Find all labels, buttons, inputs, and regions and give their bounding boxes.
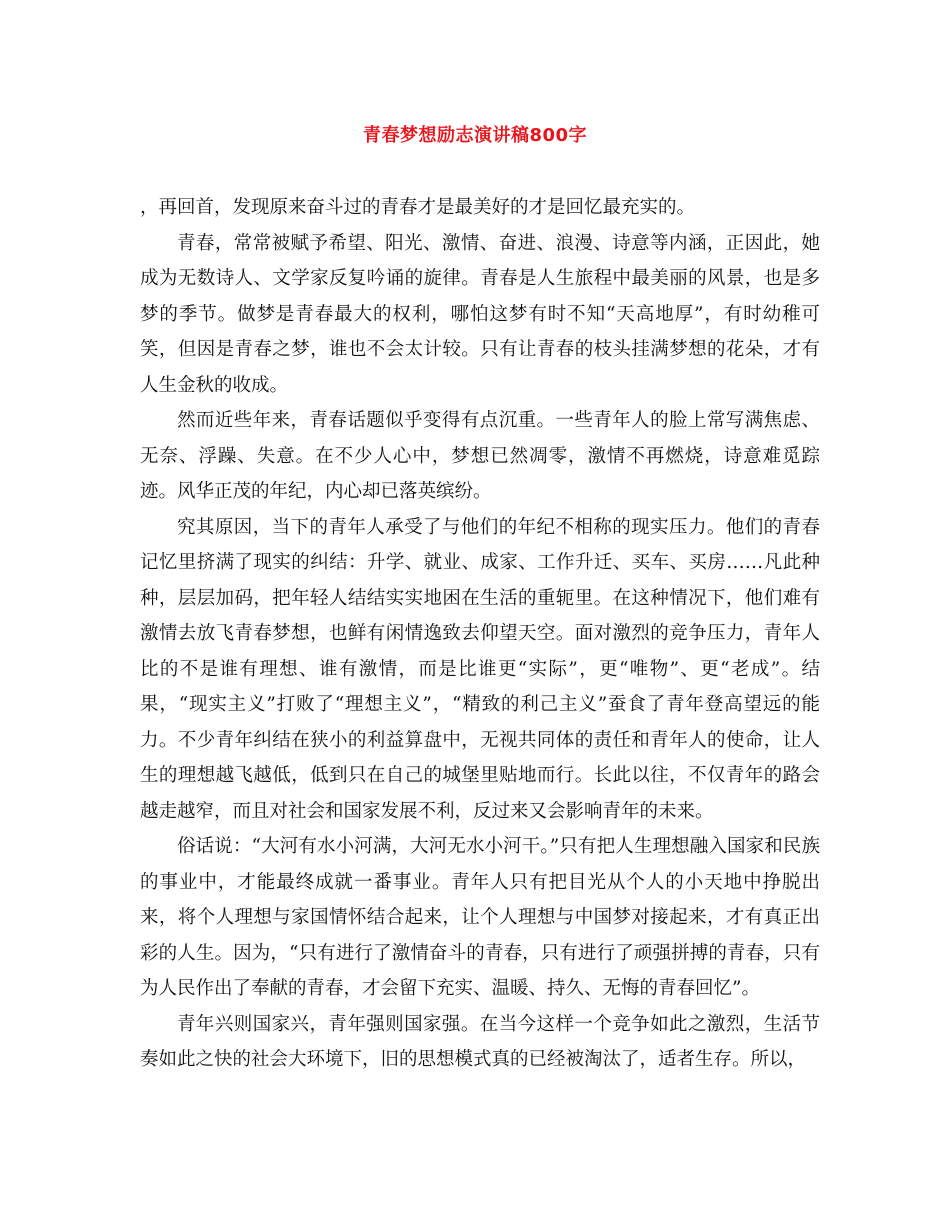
paragraph-2: 青春，常常被赋予希望、阳光、激情、奋进、浪漫、诗意等内涵，正因此，她成为无数诗人、文学家反复吟诵的旋律。青春是人生旅程中最美丽的风景，也是多梦的季节。做梦是青春最大的权利，哪怕这梦有时不知“天高地厚”，有时幼稚可笑，但因是青春之梦，谁也不会太计较。只有让青春的枝头挂满梦想的花朵，才有人生金秋的收成。 xyxy=(140,232,820,396)
paragraph-3: 然而近些年来，青春话题似乎变得有点沉重。一些青年人的脸上常写满焦虑、无奈、浮躁、失意。在不少人心中，梦想已然凋零，激情不再燃烧，诗意难觅踪迹。风华正茂的年纪，内心却已落英缤纷。 xyxy=(140,410,820,502)
paragraph-4: 究其原因，当下的青年人承受了与他们的年纪不相称的现实压力。他们的青春记忆里挤满了现实的纠结：升学、就业、成家、工作升迁、买车、买房……凡此种种，层层加码，把年轻人结结实实地困在生活的重轭里。在这种情况下，他们难有激情去放飞青春梦想，也鲜有闲情逸致去仰望天空。面对激烈的竞争压力，青年人比的不是谁有理想、谁有激情，而是比谁更“实际”，更“唯物”、更“老成”。结果，“现实主义”打败了“理想主义”，“精致的利己主义”蚕食了青年登高望远的能力。不少青年纠结在狭小的利益算盘中，无视共同体的责任和青年人的使命，让人生的理想越飞越低，低到只在自己的城堡里贴地而行。长此以往，不仅青年的路会越走越窄，而且对社会和国家发展不利，反过来又会影响青年的未来。 xyxy=(140,516,820,822)
paragraph-1: ，再回首，发现原来奋斗过的青春才是最美好的才是回忆最充实的。 xyxy=(140,197,696,218)
document-body xyxy=(140,190,820,1078)
document-title: 青春梦想励志演讲稿800字 xyxy=(362,125,588,146)
paragraph-5: 俗话说：“大河有水小河满，大河无水小河干。”只有把人生理想融入国家和民族的事业中，才能最终成就一番事业。青年人只有把目光从个人的小天地中挣脱出来，将个人理想与家国情怀结合起来，让个人理想与中国梦对接起来，才有真正出彩的人生。因为，“只有进行了激情奋斗的青春，只有进行了顽强拼搏的青春，只有为人民作出了奉献的青春，才会留下充实、温暖、持久、无悔的青春回忆”。 xyxy=(140,836,820,999)
paragraph-6: 青年兴则国家兴，青年强则国家强。在当今这样一个竞争如此之激烈，生活节奏如此之快的社会大环境下，旧的思想模式真的已经被淘汰了，适者生存。所以， xyxy=(140,1013,820,1070)
